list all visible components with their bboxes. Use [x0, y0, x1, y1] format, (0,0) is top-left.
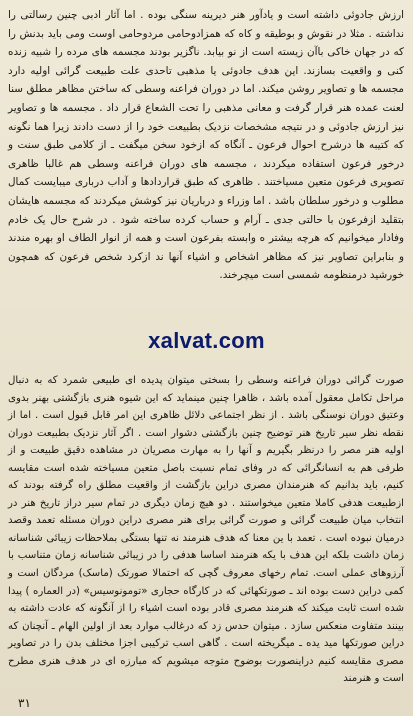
- paragraph-second: [8, 372, 404, 688]
- paragraph-text: صورت گرائی دوران فراعنه وسطی را بسختی میتوان پدیده ای طبیعی شمرد که به دنبال مراحل تکامل معقول آمده باشد ، ظاهرا چنین مینماید که این شیوه هنری بازگشتی بهنر بدوی وعتیق دوران نوسنگی باشد . از نظر اجتماعی دلائل ظاهری این امر قابل قبول است . اما از نقطه نظر سیر تاریخ هنر توضیح چنین بازگشتی دشوار است . اگر آثار نزدیک بطبیعت دوران اولیه هنر مصر را درنظر بگیریم و آنها را به مهارت مصریان در مشاهده دقیق طبیعت و از طرفی هم به انسانگرائی که در وفای تمام نسبت باصل متعین مسیاخته شده است مقایسه کنیم، باید بدانیم که هنرمندان مصری دراین بازگشت از واقعیت مطلق راه گرفته بودند که ازطبیعت هدفی کاملا متعین میخواستند . دو هیچ زمان دیگری در تمام سیر دراز تاریخ هنر در انتخاب میان طبیعت گرائی و صورت گرائی برای هنر مصری دراین دوران مسئله تعمد وقصد درمیان نبوده است . تعمد با ین معنا که هدف هنرمند نه تنها بستگی بملاحظات زیبائی شناسانه زمان داشت بلکه این هدف با یکه هنرمند اساسا هدفی را در زیبائی شناسانه زمان متناسب با آرزوهای عملی است. تمام رخهای معروف گچی که احتمالا صورتک (ماسک) مردگان است و کمی دراین دست بوده اند ـ صورتکهائی که در کارگاه حجاری «تومونوسیس» (در العماره ) پیدا شده است ثابت میکند که هنرمند مصری قادر بوده است اشیاء را از آنگونه که عادت داشته به بینند متفاوت منعکس سازد . میتوان حدس زد که درغالب موارد بعد از اولین الهام ـ آنچنان که دراین صورتکها مید یده ـ میگریخته است . گاهی اسب ترکیبی اجزا مختلف بدن را در تصاویر مصری مقایسه کنیم دراینصورت بوضوح متوجه میشویم که مبارزه ای در هدف هنری مطرح است و هنرمند: [8, 375, 404, 685]
- watermark-text: xalvat.com: [148, 328, 265, 353]
- paragraph-first: [8, 6, 404, 285]
- page-number: ۳۱: [18, 696, 31, 710]
- paragraph-text: ارزش جادوئی داشته است و یادآور هنر دیرینه سنگی بوده . اما آثار ادبی چنین رسالتی را نداشته . مثلا در نقوش و بوطیقه و کاه که همزادوحامی مردوحامی اوست ومی باید بدنش را که در جهان خاکی باآن زیسته است از نو بیابد. ناگزیر بودند مجسمه های مرده را شبیه زنده کنی و واقعیت بسازند. این هدف جادوئی یا مذهبی تاحدی علت طبیعت گرائی اولیه دارد مجسمه ها و تصاویر روشن میکند. اما در دوران فراعنه وسطی که ساختن مظاهر مطلق سنا لعنت عمده هنر قرار گرفت و معانی مذهبی را تحت الشعاع قرار داد . مجسمه ها و تصاویر نیز ارزش جادوئی و در نتیجه مشخصات نزدیک بطبیعت خود را از دست دادند زیرا هما نگونه که کتیبه ها درشرح احوال فرعون ـ آنگاه که ازخود سخن میگفت ـ از کلامی طبق سنت و درخور فرعون استفاده میکردند ، مجسمه های دوران فراعنه وسطی هم غالبا ظاهری تصویری فرعون متعین مسیاختند . ظاهری که طبق قراردادها و آداب درباری میبایست کمال مطلوب و درخور سلطان باشد . اما وزراء و درباریان نیز کوشش میکردند که مجسمه هایشان بتقلید ازفرعون با حالتی جدی ـ آرام و حساب کرده ساخته شود . در شرح حال یک خادم وفادار میخوانیم که هرچه بیشتر ه وابسته بفرعون است و همه از انوار الطاف او بهره مندند و بنابراین تصاویر نیز که مظاهر اشخاص و اشیاء آنها ند ازکرد شخص فرعون که همچون خورشید درمنظومه شمسی است میچرخند.: [8, 9, 404, 282]
